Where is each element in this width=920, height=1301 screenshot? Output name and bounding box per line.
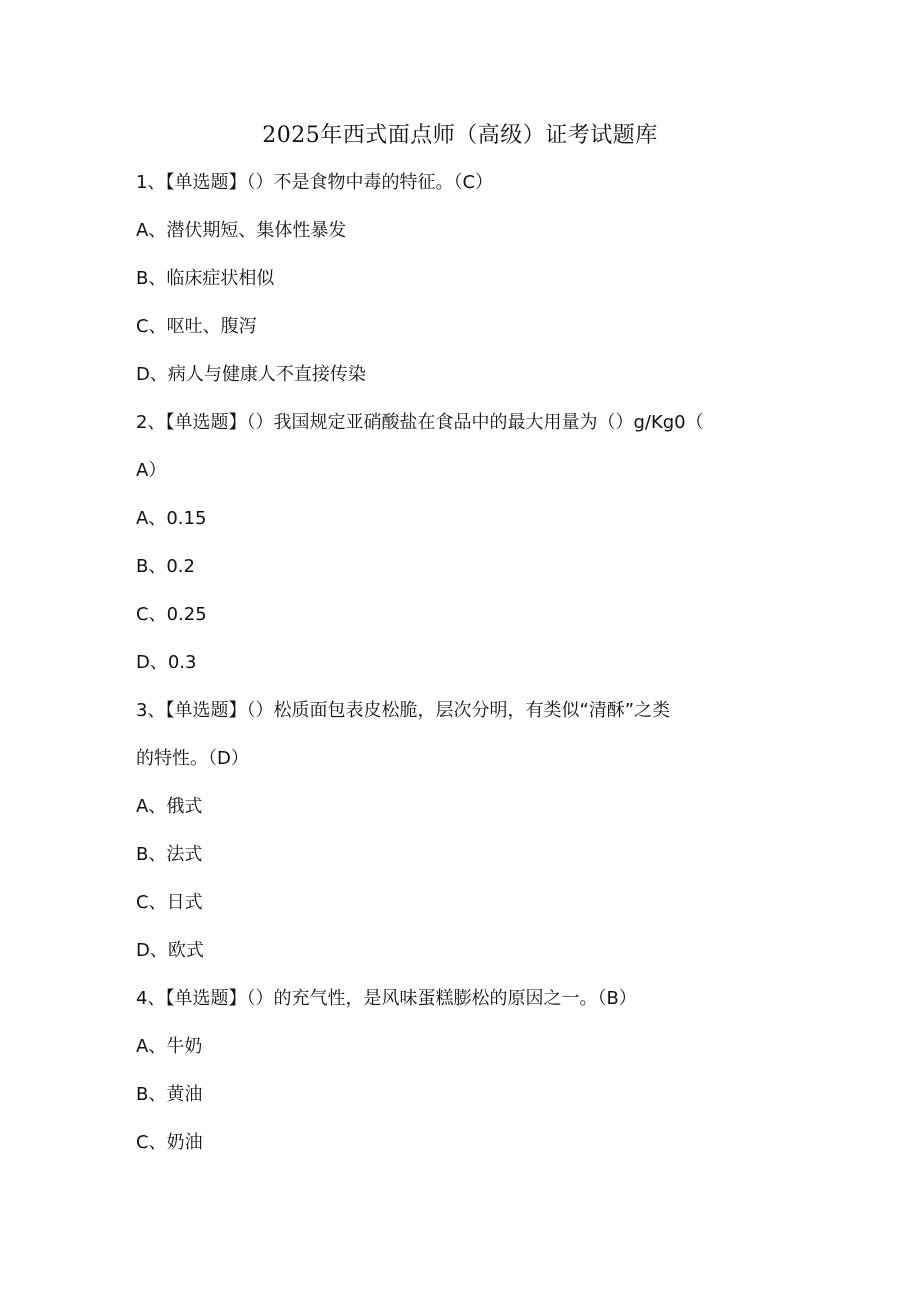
question-2-stem-continued: A） [136, 460, 167, 481]
document-title: 2025年西式面点师（高级）证考试题库 [262, 123, 658, 148]
question-4-stem: 4、【单选题】（）的充气性，是风味蛋糕膨松的原因之一。（B） [136, 988, 637, 1009]
question-1-stem: 1、【单选题】（）不是食物中毒的特征。（C） [136, 172, 494, 193]
question-4-option-c: C、奶油 [136, 1132, 203, 1153]
question-4-option-a: A、牛奶 [136, 1036, 203, 1057]
question-1-option-c: C、呕吐、腹泻 [136, 316, 257, 337]
question-3-option-a: A、俄式 [136, 796, 203, 817]
question-2-option-b: B、0.2 [136, 556, 195, 577]
question-3-option-c: C、日式 [136, 892, 203, 913]
question-3-option-b: B、法式 [136, 844, 203, 865]
question-2-option-d: D、0.3 [136, 652, 197, 673]
question-2-stem: 2、【单选题】（）我国规定亚硝酸盐在食品中的最大用量为（）g/Kg0（ [136, 412, 704, 433]
question-list [136, 165, 786, 1173]
question-2-option-a: A、0.15 [136, 508, 207, 529]
question-3-option-d: D、欧式 [136, 940, 204, 961]
question-1-option-a: A、潜伏期短、集体性暴发 [136, 220, 347, 241]
question-3-stem-continued: 的特性。（D） [136, 748, 249, 769]
question-3-stem: 3、【单选题】（）松质面包表皮松脆，层次分明，有类似“清酥”之类 [136, 700, 671, 721]
question-2-option-c: C、0.25 [136, 604, 207, 625]
question-4-option-b: B、黄油 [136, 1084, 203, 1105]
question-1-option-b: B、临床症状相似 [136, 268, 275, 289]
question-1-option-d: D、病人与健康人不直接传染 [136, 364, 366, 385]
